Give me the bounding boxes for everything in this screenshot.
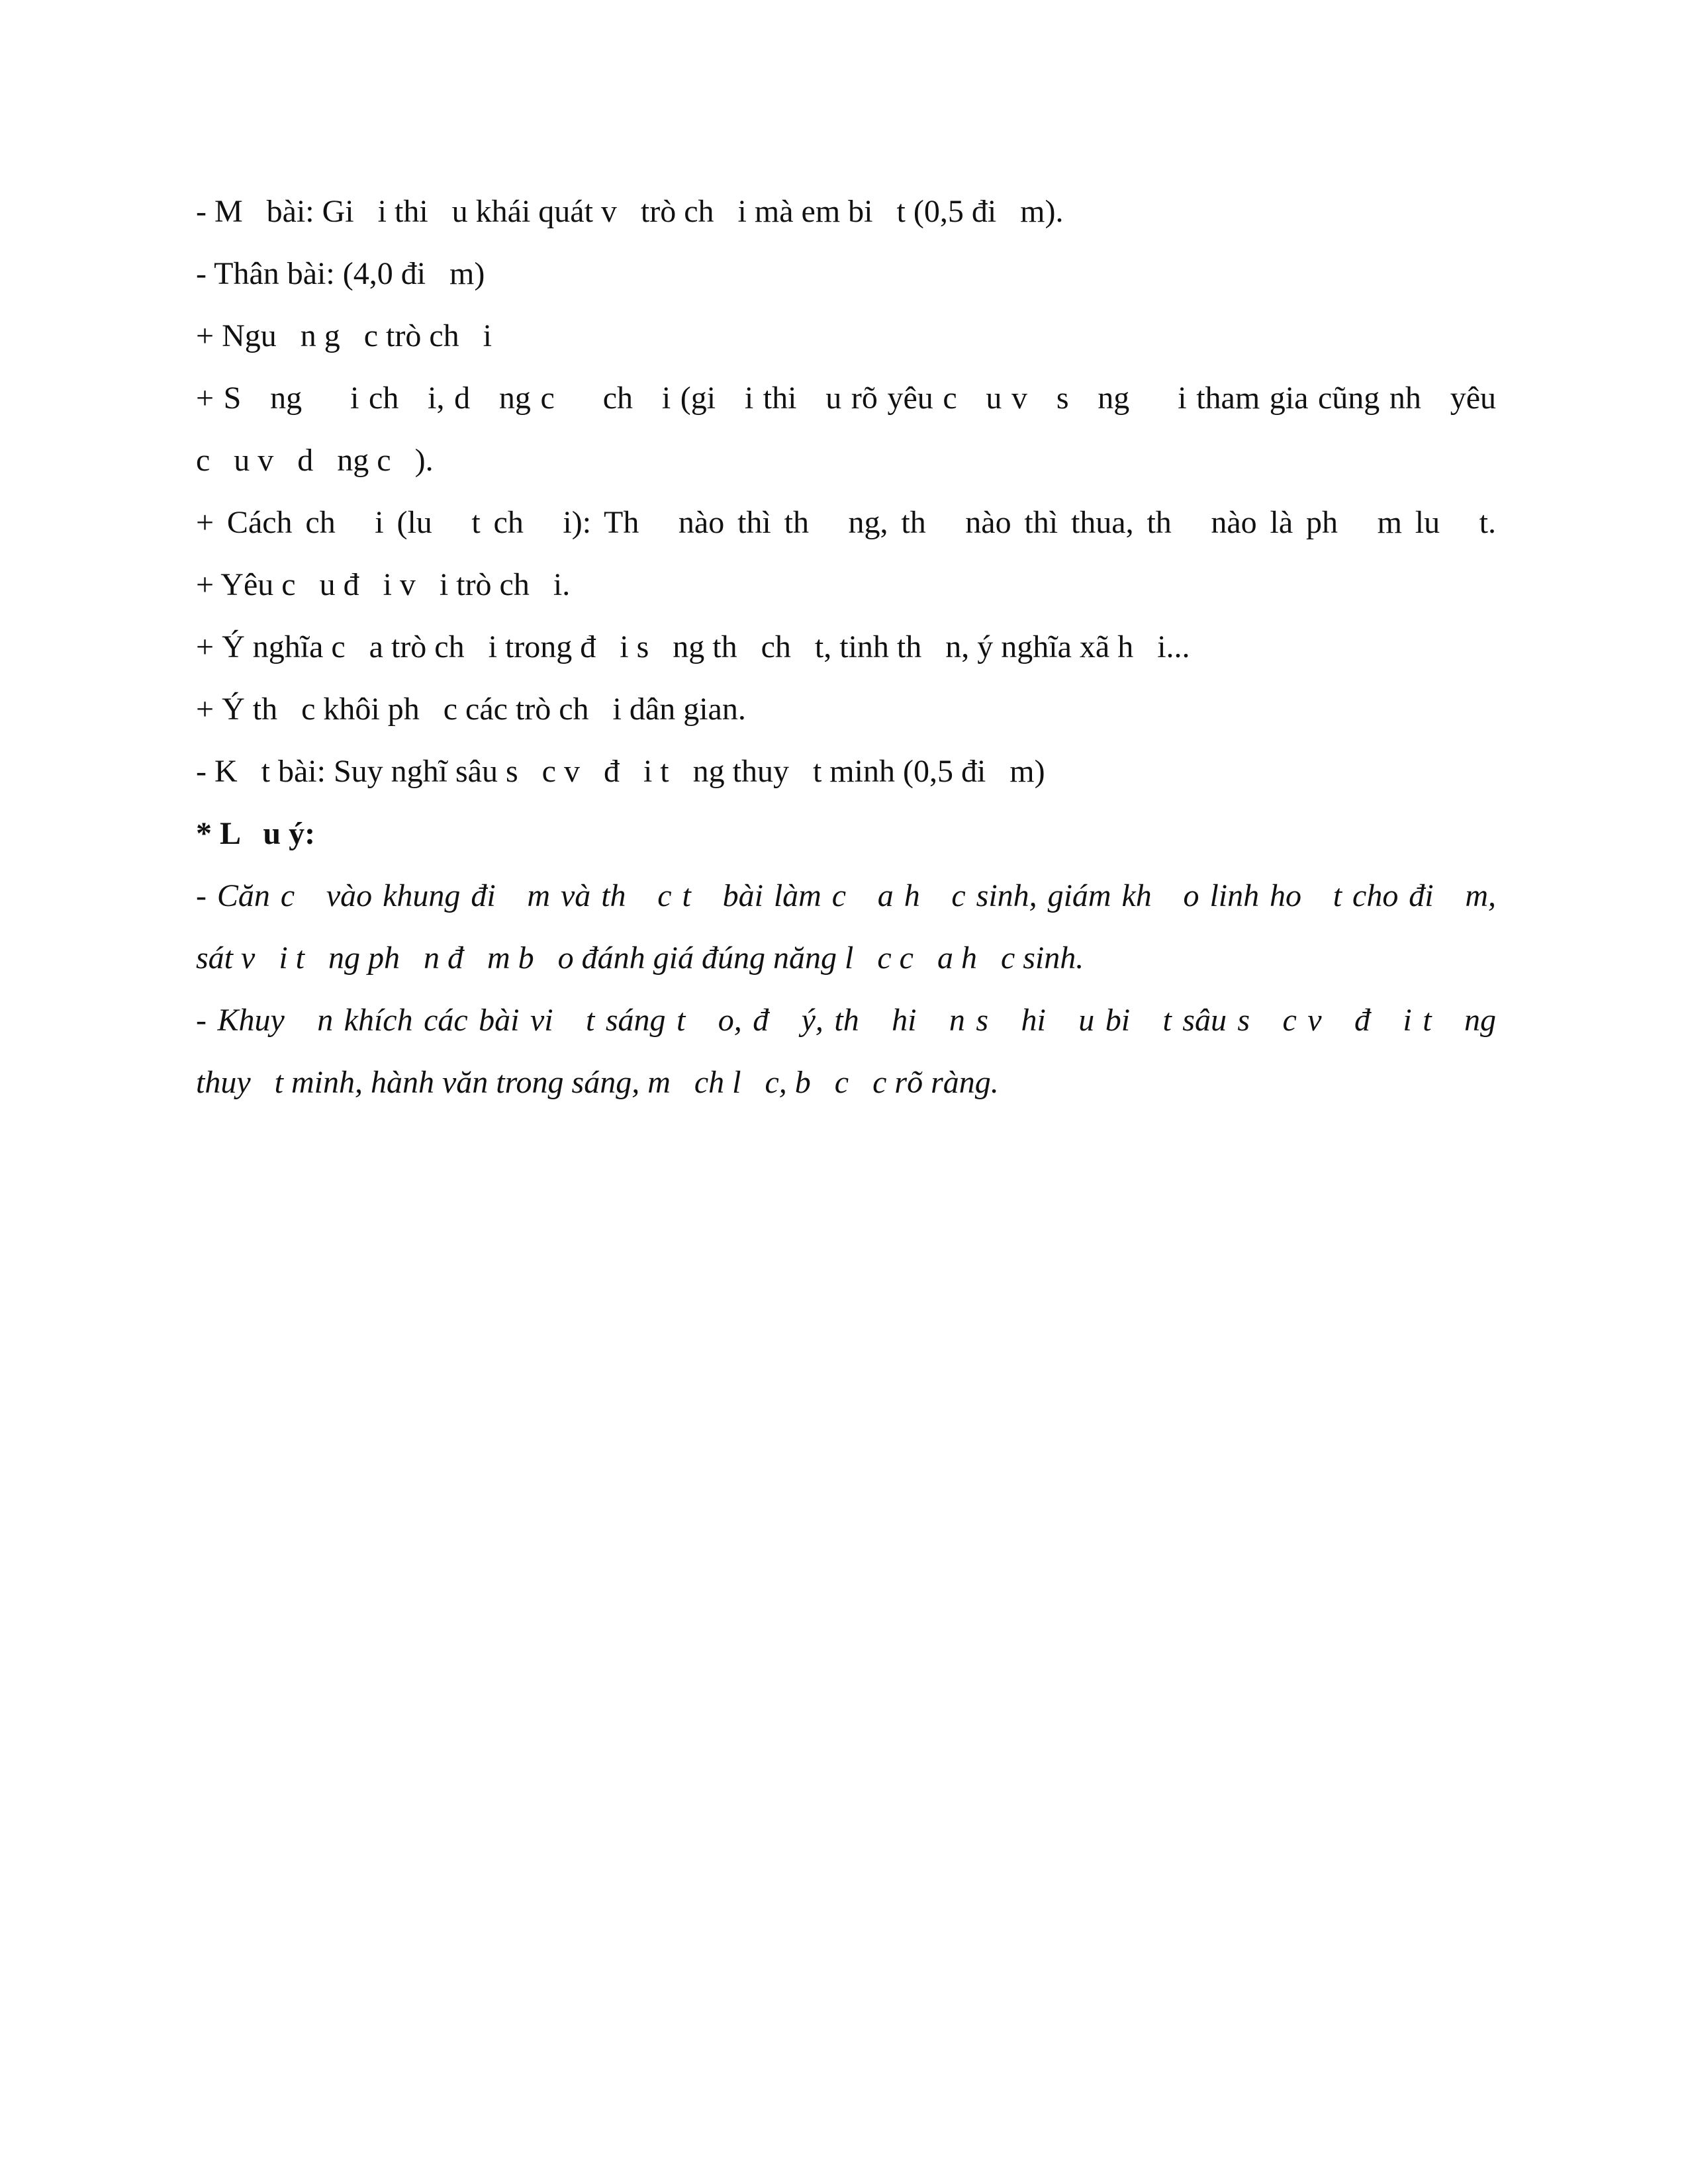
intro-line: - M bài: Gi i thi u khái quát v trò ch i mà em bi t (0,5 đi m). [196, 194, 1064, 229]
body-heading-line: - Thân bài: (4,0 đi m) [196, 256, 485, 291]
body-point-rules: + Cách ch i (lu t ch i): Th nào thì th ng, th nào thì thua, th nào là ph m lu t. [196, 505, 1496, 540]
body-point-origin: + Ngu n g c trò ch i [196, 318, 492, 353]
answer-guide-text [196, 191, 1496, 1124]
note-line-1: - Căn c vào khung đi m và th c t bài làm c a h c sinh, giám kh o linh ho t cho đi m, [196, 878, 1496, 913]
body-point-requirements: + Yêu c u đ i v i trò ch i. [196, 567, 571, 602]
body-point-participants-cont: c u v d ng c ). [196, 443, 434, 478]
conclusion-line: - K t bài: Suy nghĩ sâu s c v đ i t ng thuy t minh (0,5 đi m) [196, 754, 1045, 789]
body-point-participants: + S ng i ch i, d ng c ch i (gi i thi u rõ yêu c u v s ng i tham gia cũng nh yêu [196, 381, 1496, 416]
note-line-2-cont: thuy t minh, hành văn trong sáng, m ch l c, b c c rõ ràng. [196, 1065, 999, 1100]
note-heading: * L u ý: [196, 816, 316, 851]
body-point-meaning: + Ý nghĩa c a trò ch i trong đ i s ng th ch t, tinh th n, ý nghĩa xã h i... [196, 629, 1190, 664]
note-line-1-cont: sát v i t ng ph n đ m b o đánh giá đúng năng l c c a h c sinh. [196, 940, 1084, 976]
note-line-2: - Khuy n khích các bài vi t sáng t o, đ ý, th hi n s hi u bi t sâu s c v đ i t ng [196, 1003, 1496, 1038]
body-point-revival: + Ý th c khôi ph c các trò ch i dân gian. [196, 692, 746, 727]
